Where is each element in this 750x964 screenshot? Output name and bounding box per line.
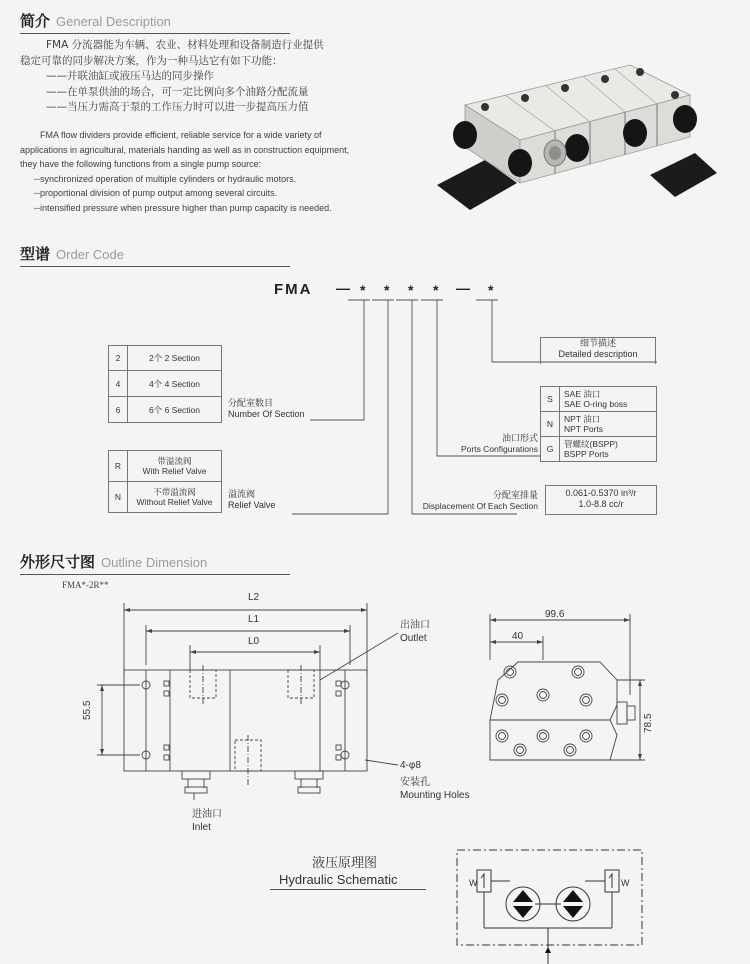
outlet-label [400,619,430,645]
holes-cn: 安装孔 [400,777,430,788]
hydraulic-schematic-drawing [455,848,655,964]
outline-model: FMA*-2R** [62,580,109,590]
table-cell: N [541,412,560,437]
en-line: --proportional division of pump output among several circuits. [34,188,278,198]
dim-55-5: 55.5 [82,700,93,720]
table-row [109,397,222,423]
en-line: --synchronized operation of multiple cylinders or hydraulic motors. [34,173,297,184]
table-cell: 6 [109,397,128,423]
table-row [541,387,657,412]
valve-letter-left: W [469,878,478,888]
sections-label-en: Number Of Section [228,409,305,419]
relief-valve-label [228,489,275,511]
dim-L1: L1 [248,614,260,625]
sections-label [228,398,305,420]
mounting-holes-label [400,759,469,802]
en-line: --intensified pressure when pressure higher than pump capacity is needed. [34,202,332,213]
outline-section-title [20,551,207,572]
table-cell [128,451,222,482]
en-line: FMA flow dividers provide efficient, reliable service for a wide variety of [40,130,322,140]
table-cell: 6个 6 Section [128,397,222,423]
valve-en: Without Relief Valve [136,497,213,507]
table-cell [560,437,657,462]
model-code: FMA [274,281,313,298]
dim-78-5: 78.5 [643,713,654,733]
displacement-in3: 0.061-0.5370 in³/r [565,488,637,498]
relief-valve-label-en: Relief Valve [228,500,276,510]
outline-title-en: Outline Dimension [101,555,208,570]
code-star-sections: * [360,282,366,298]
code-star-displacement: * [408,282,414,298]
table-cell: 2 [109,346,128,371]
cn-line: ——当压力需高于泵的工作压力时可以进一步提高压力值 [46,101,309,113]
order-title-en: Order Code [56,247,124,262]
outline-title-cn: 外形尺寸图 [20,553,96,571]
section-underline [20,574,290,575]
inlet-cn: 进油口 [192,809,222,820]
schematic-title-en: Hydraulic Schematic [279,872,398,887]
outlet-cn: 出油口 [400,620,430,631]
dim-40: 40 [512,631,524,642]
port-en: SAE O-ring boss [564,399,628,409]
cn-line: FMA 分流器能为车辆、农业、材料处理和设备制造行业提供 [46,39,324,51]
port-en: BSPP Ports [564,449,609,459]
table-cell: G [541,437,560,462]
code-star-valve: * [384,282,390,298]
inlet-label [192,808,222,834]
cn-line: ——并联油缸或液压马达的同步操作 [46,70,214,82]
cn-line: ——在单泵供油的场合，可一定比例向多个油路分配流量 [46,85,309,98]
table-row [109,371,222,397]
table-cell: S [541,387,560,412]
table-cell: 4 [109,371,128,397]
general-title-en: General Description [56,14,171,29]
detail-description-box [540,337,656,364]
holes-en: Mounting Holes [400,790,470,801]
dim-99-6: 99.6 [545,609,565,620]
holes-spec: 4-φ8 [400,760,421,771]
displacement-label [416,490,538,511]
code-star-ports: * [433,282,439,298]
en-line: applications in agricultural, materials handing as well as in construction equipment, [20,144,350,155]
valve-en: With Relief Valve [142,466,207,476]
code-dash: — [336,280,350,296]
displacement-box [545,485,657,515]
schematic-title-cn: 液压原理图 [312,856,378,871]
displacement-label-en: Displacement Of Each Section [422,501,538,511]
outlet-en: Outlet [400,633,427,644]
port-cn: NPT 油口 [564,414,601,424]
table-row [541,437,657,462]
relief-valve-table [108,450,222,513]
general-title-cn: 简介 [20,12,51,30]
dim-L0: L0 [248,636,260,647]
order-title-cn: 型谱 [20,245,51,263]
table-row [109,482,222,513]
displacement-label-cn: 分配室排量 [492,490,538,500]
detail-en: Detailed description [558,349,638,359]
sections-label-cn: 分配室数目 [228,398,274,408]
dim-L2: L2 [248,592,260,603]
displacement-cc: 1.0-8.8 cc/r [578,499,624,509]
table-cell: 2个 2 Section [128,346,222,371]
table-cell [128,482,222,513]
port-cn: 管螺纹(BSPP) [564,439,618,449]
port-en: NPT Ports [564,424,604,434]
ports-table [540,386,657,462]
table-row [541,412,657,437]
sections-table [108,345,222,423]
valve-cn: 带溢流阀 [157,456,192,466]
detail-cn: 细节描述 [579,338,616,348]
table-cell: 4个 4 Section [128,371,222,397]
table-row [109,346,222,371]
en-line: they have the following functions from a single pump source: [20,159,262,169]
inlet-en: Inlet [192,822,211,833]
valve-cn: 不带溢流阀 [153,487,196,497]
ports-label [458,433,538,454]
table-row [109,451,222,482]
valve-letter-right: W [621,878,630,888]
cn-line: 稳定可靠的同步解决方案，作为一种马达它有如下功能： [20,54,283,67]
ports-label-cn: 油口形式 [501,433,538,443]
side-view-drawing [480,610,660,780]
code-dash: — [456,280,470,296]
table-cell: R [109,451,128,482]
ports-label-en: Ports Configurations [460,444,538,454]
port-cn: SAE 油口 [564,389,601,399]
table-cell: N [109,482,128,513]
table-cell [560,387,657,412]
table-cell [560,412,657,437]
schematic-underline [270,889,426,890]
code-star-detail: * [488,282,494,298]
relief-valve-label-cn: 溢流阀 [228,489,256,499]
